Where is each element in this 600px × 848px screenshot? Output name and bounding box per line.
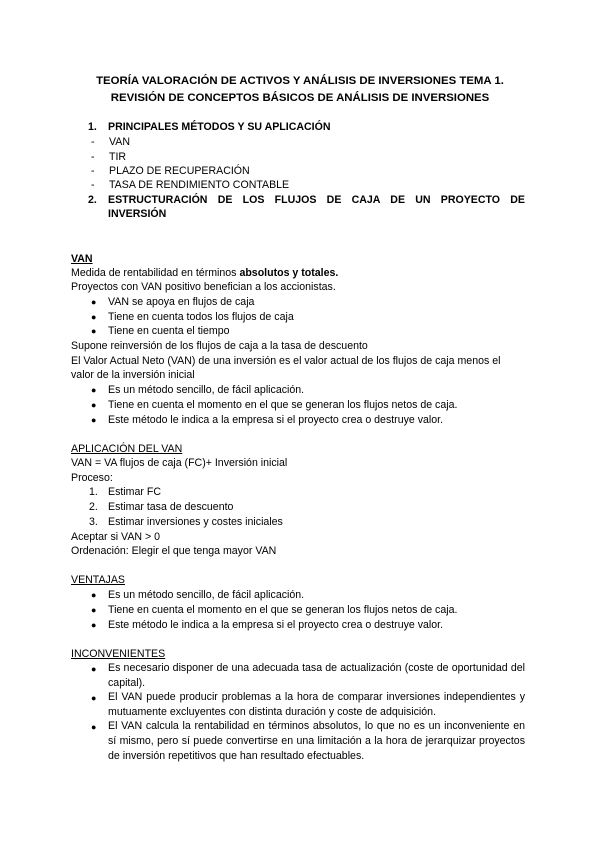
proceso-label: Proceso:	[71, 472, 113, 484]
van-bullet-4: Es un método sencillo, de fácil aplicación.	[108, 384, 305, 396]
outline-item-2-line-2: INVERSIÓN	[108, 208, 167, 220]
ventaja-2: Tiene en cuenta el momento en el que se generan los flujos netos de caja.	[108, 604, 458, 616]
ventaja-1: Es un método sencillo, de fácil aplicación.	[108, 589, 305, 601]
bullet-icon: ●	[91, 590, 97, 600]
outline-dash: -	[91, 136, 95, 148]
bullet-icon: ●	[91, 605, 97, 615]
outline-item-1-number: 1.	[88, 121, 97, 133]
outline-item-2-number: 2.	[88, 194, 97, 206]
bullet-icon: ●	[91, 664, 97, 674]
van-formula: VAN = VA flujos de caja (FC)+ Inversión inicial	[71, 457, 288, 469]
outline-dash: -	[91, 179, 95, 191]
inconveniente-1: Es necesario disponer de una adecuada tasa de actualización (coste de oportunidad del capital).	[108, 662, 525, 689]
step-number: 2.	[89, 501, 98, 513]
outline-sub-van: VAN	[109, 136, 130, 148]
van-definition-text: Medida de rentabilidad en términos	[71, 267, 240, 279]
van-line-4b: valor de la inversión inicial	[71, 369, 195, 381]
outline-item-1: PRINCIPALES MÉTODOS Y SU APLICACIÓN	[108, 121, 331, 133]
bullet-icon: ●	[91, 722, 97, 732]
van-bullet-1: VAN se apoya en flujos de caja	[108, 296, 255, 308]
van-line-3: Supone reinversión de los flujos de caja a la tasa de descuento	[71, 340, 368, 352]
van-definition-bold: absolutos y totales.	[239, 267, 339, 279]
van-line-2: Proyectos con VAN positivo benefician a los accionistas.	[71, 281, 336, 293]
step-3: Estimar inversiones y costes iniciales	[108, 516, 283, 528]
bullet-icon: ●	[91, 620, 97, 630]
section-heading-aplicacion: APLICACIÓN DEL VAN	[71, 443, 183, 455]
bullet-icon: ●	[91, 693, 97, 703]
van-line-4a: El Valor Actual Neto (VAN) de una inversión es el valor actual de los flujos de caja menos el	[71, 355, 501, 367]
outline-dash: -	[91, 165, 95, 177]
bullet-icon: ●	[91, 415, 97, 425]
van-bullet-3: Tiene en cuenta el tiempo	[108, 325, 230, 337]
outline-sub-tasa: TASA DE RENDIMIENTO CONTABLE	[109, 179, 290, 191]
aceptar-rule: Aceptar si VAN > 0	[71, 531, 161, 543]
bullet-icon: ●	[91, 385, 97, 395]
bullet-icon: ●	[91, 297, 97, 307]
inconveniente-2: El VAN puede producir problemas a la hora de comparar inversiones independientes y mutuamente excluyentes con distinta duración y coste de adquisición.	[108, 691, 525, 718]
outline-sub-tir: TIR	[109, 151, 127, 163]
section-heading-van: VAN	[71, 253, 93, 265]
bullet-icon: ●	[91, 326, 97, 336]
outline-dash: -	[91, 151, 95, 163]
outline-item-2-line-1: ESTRUCTURACIÓN DE LOS FLUJOS DE CAJA DE UN PROYECTO DE	[108, 194, 525, 206]
van-bullet-2: Tiene en cuenta todos los flujos de caja	[108, 311, 294, 323]
ordenacion-rule: Ordenación: Elegir el que tenga mayor VAN	[71, 545, 277, 557]
section-heading-ventajas: VENTAJAS	[71, 574, 125, 586]
document-title-line-1: TEORÍA VALORACIÓN DE ACTIVOS Y ANÁLISIS DE INVERSIONES TEMA 1.	[96, 75, 504, 87]
step-number: 3.	[89, 516, 98, 528]
van-definition	[71, 266, 338, 280]
document-title-line-2: REVISIÓN DE CONCEPTOS BÁSICOS DE ANÁLISIS DE INVERSIONES	[110, 92, 490, 104]
van-bullet-6: Este método le indica a la empresa si el proyecto crea o destruye valor.	[108, 414, 444, 426]
step-1: Estimar FC	[108, 486, 161, 498]
bullet-icon: ●	[91, 400, 97, 410]
van-bullet-5: Tiene en cuenta el momento en el que se generan los flujos netos de caja.	[108, 399, 458, 411]
ventaja-3: Este método le indica a la empresa si el proyecto crea o destruye valor.	[108, 619, 444, 631]
bullet-icon: ●	[91, 312, 97, 322]
outline-sub-plazo: PLAZO DE RECUPERACIÓN	[109, 165, 250, 177]
inconveniente-3: El VAN calcula la rentabilidad en términos absolutos, lo que no es un inconveniente en sí mismo, pero sí puede convertirse en una limitación a la hora de jerarquizar proyectos de inversión repetitivos que han resultado efectuables.	[108, 720, 525, 762]
section-heading-inconvenientes: INCONVENIENTES	[71, 648, 166, 660]
step-number: 1.	[89, 486, 98, 498]
step-2: Estimar tasa de descuento	[108, 501, 234, 513]
